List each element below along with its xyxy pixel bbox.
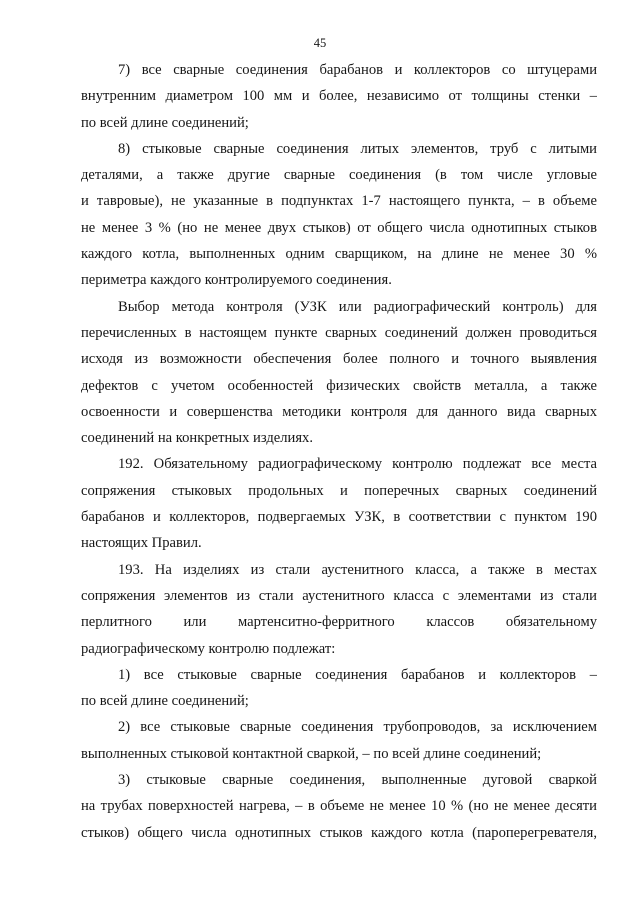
paragraph-line: перлитного или мартенситно-ферритного классов обязательному xyxy=(81,614,597,631)
paragraph xyxy=(81,294,597,452)
paragraph-line: настоящих Правил. xyxy=(81,535,202,552)
paragraph-line: и тавровые), не указанные в подпунктах 1-7 настоящего пункта, – в объеме xyxy=(81,193,597,210)
paragraph-line: освоенности и совершенства методики контроля для данного вида сварных xyxy=(81,403,597,420)
paragraph xyxy=(81,662,597,715)
paragraph-line: по всей длине соединений; xyxy=(81,114,249,131)
paragraph-line: 1) все стыковые сварные соединения барабанов и коллекторов – xyxy=(118,666,597,683)
paragraph-line: Выбор метода контроля (УЗК или радиографический контроль) для xyxy=(118,298,597,315)
paragraph-line: стыков) общего числа однотипных стыков каждого котла (пароперегревателя, xyxy=(81,824,597,841)
paragraph xyxy=(81,714,597,767)
paragraph-line: выполненных стыковой контактной сваркой, – по всей длине соединений; xyxy=(81,745,542,762)
paragraph xyxy=(81,451,597,556)
paragraph-line: сопряжения стыковых продольных и поперечных сварных соединений xyxy=(81,482,597,499)
paragraph-line: сопряжения элементов из стали аустенитного класса с элементами из стали xyxy=(81,587,597,604)
paragraph-line: 192. Обязательному радиографическому контролю подлежат все места xyxy=(118,456,597,473)
paragraph-line: внутренним диаметром 100 мм и более, независимо от толщины стенки – xyxy=(81,88,597,105)
paragraph-line: 3) стыковые сварные соединения, выполненные дуговой сваркой xyxy=(118,772,597,789)
paragraph-line: радиографическому контролю подлежат: xyxy=(81,640,336,657)
paragraph-line: 193. На изделиях из стали аустенитного класса, а также в местах xyxy=(118,561,597,578)
paragraph-line: по всей длине соединений; xyxy=(81,693,249,710)
paragraph-line: на трубах поверхностей нагрева, – в объеме не менее 10 % (но не менее десяти xyxy=(81,798,597,815)
paragraph-line: соединений на конкретных изделиях. xyxy=(81,430,313,447)
paragraph-line: 8) стыковые сварные соединения литых элементов, труб с литыми xyxy=(118,140,597,157)
paragraph-line: каждого котла, выполненных одним сварщиком, на длине не менее 30 % xyxy=(81,246,597,263)
page-number: 45 xyxy=(313,36,327,50)
paragraph-line: дефектов с учетом особенностей физических свойств металла, а также xyxy=(81,377,597,394)
paragraph xyxy=(81,136,597,294)
paragraph-line: периметра каждого контролируемого соединения. xyxy=(81,272,392,289)
document-body xyxy=(81,57,597,846)
paragraph-line: 2) все стыковые сварные соединения трубопроводов, за исключением xyxy=(118,719,597,736)
paragraph xyxy=(81,57,597,136)
paragraph-line: не менее 3 % (но не менее двух стыков) от общего числа однотипных стыков xyxy=(81,219,597,236)
paragraph-line: исходя из возможности обеспечения более полного и точного выявления xyxy=(81,351,597,368)
paragraph-line: деталями, а также другие сварные соединения (в том числе угловые xyxy=(81,167,597,184)
paragraph-line: 7) все сварные соединения барабанов и коллекторов со штуцерами xyxy=(118,62,597,78)
paragraph-line: барабанов и коллекторов, подвергаемых УЗК, в соответствии с пунктом 190 xyxy=(81,509,597,526)
paragraph-line: перечисленных в настоящем пункте сварных соединений должен проводиться xyxy=(81,324,597,341)
paragraph xyxy=(81,767,597,846)
paragraph xyxy=(81,557,597,662)
